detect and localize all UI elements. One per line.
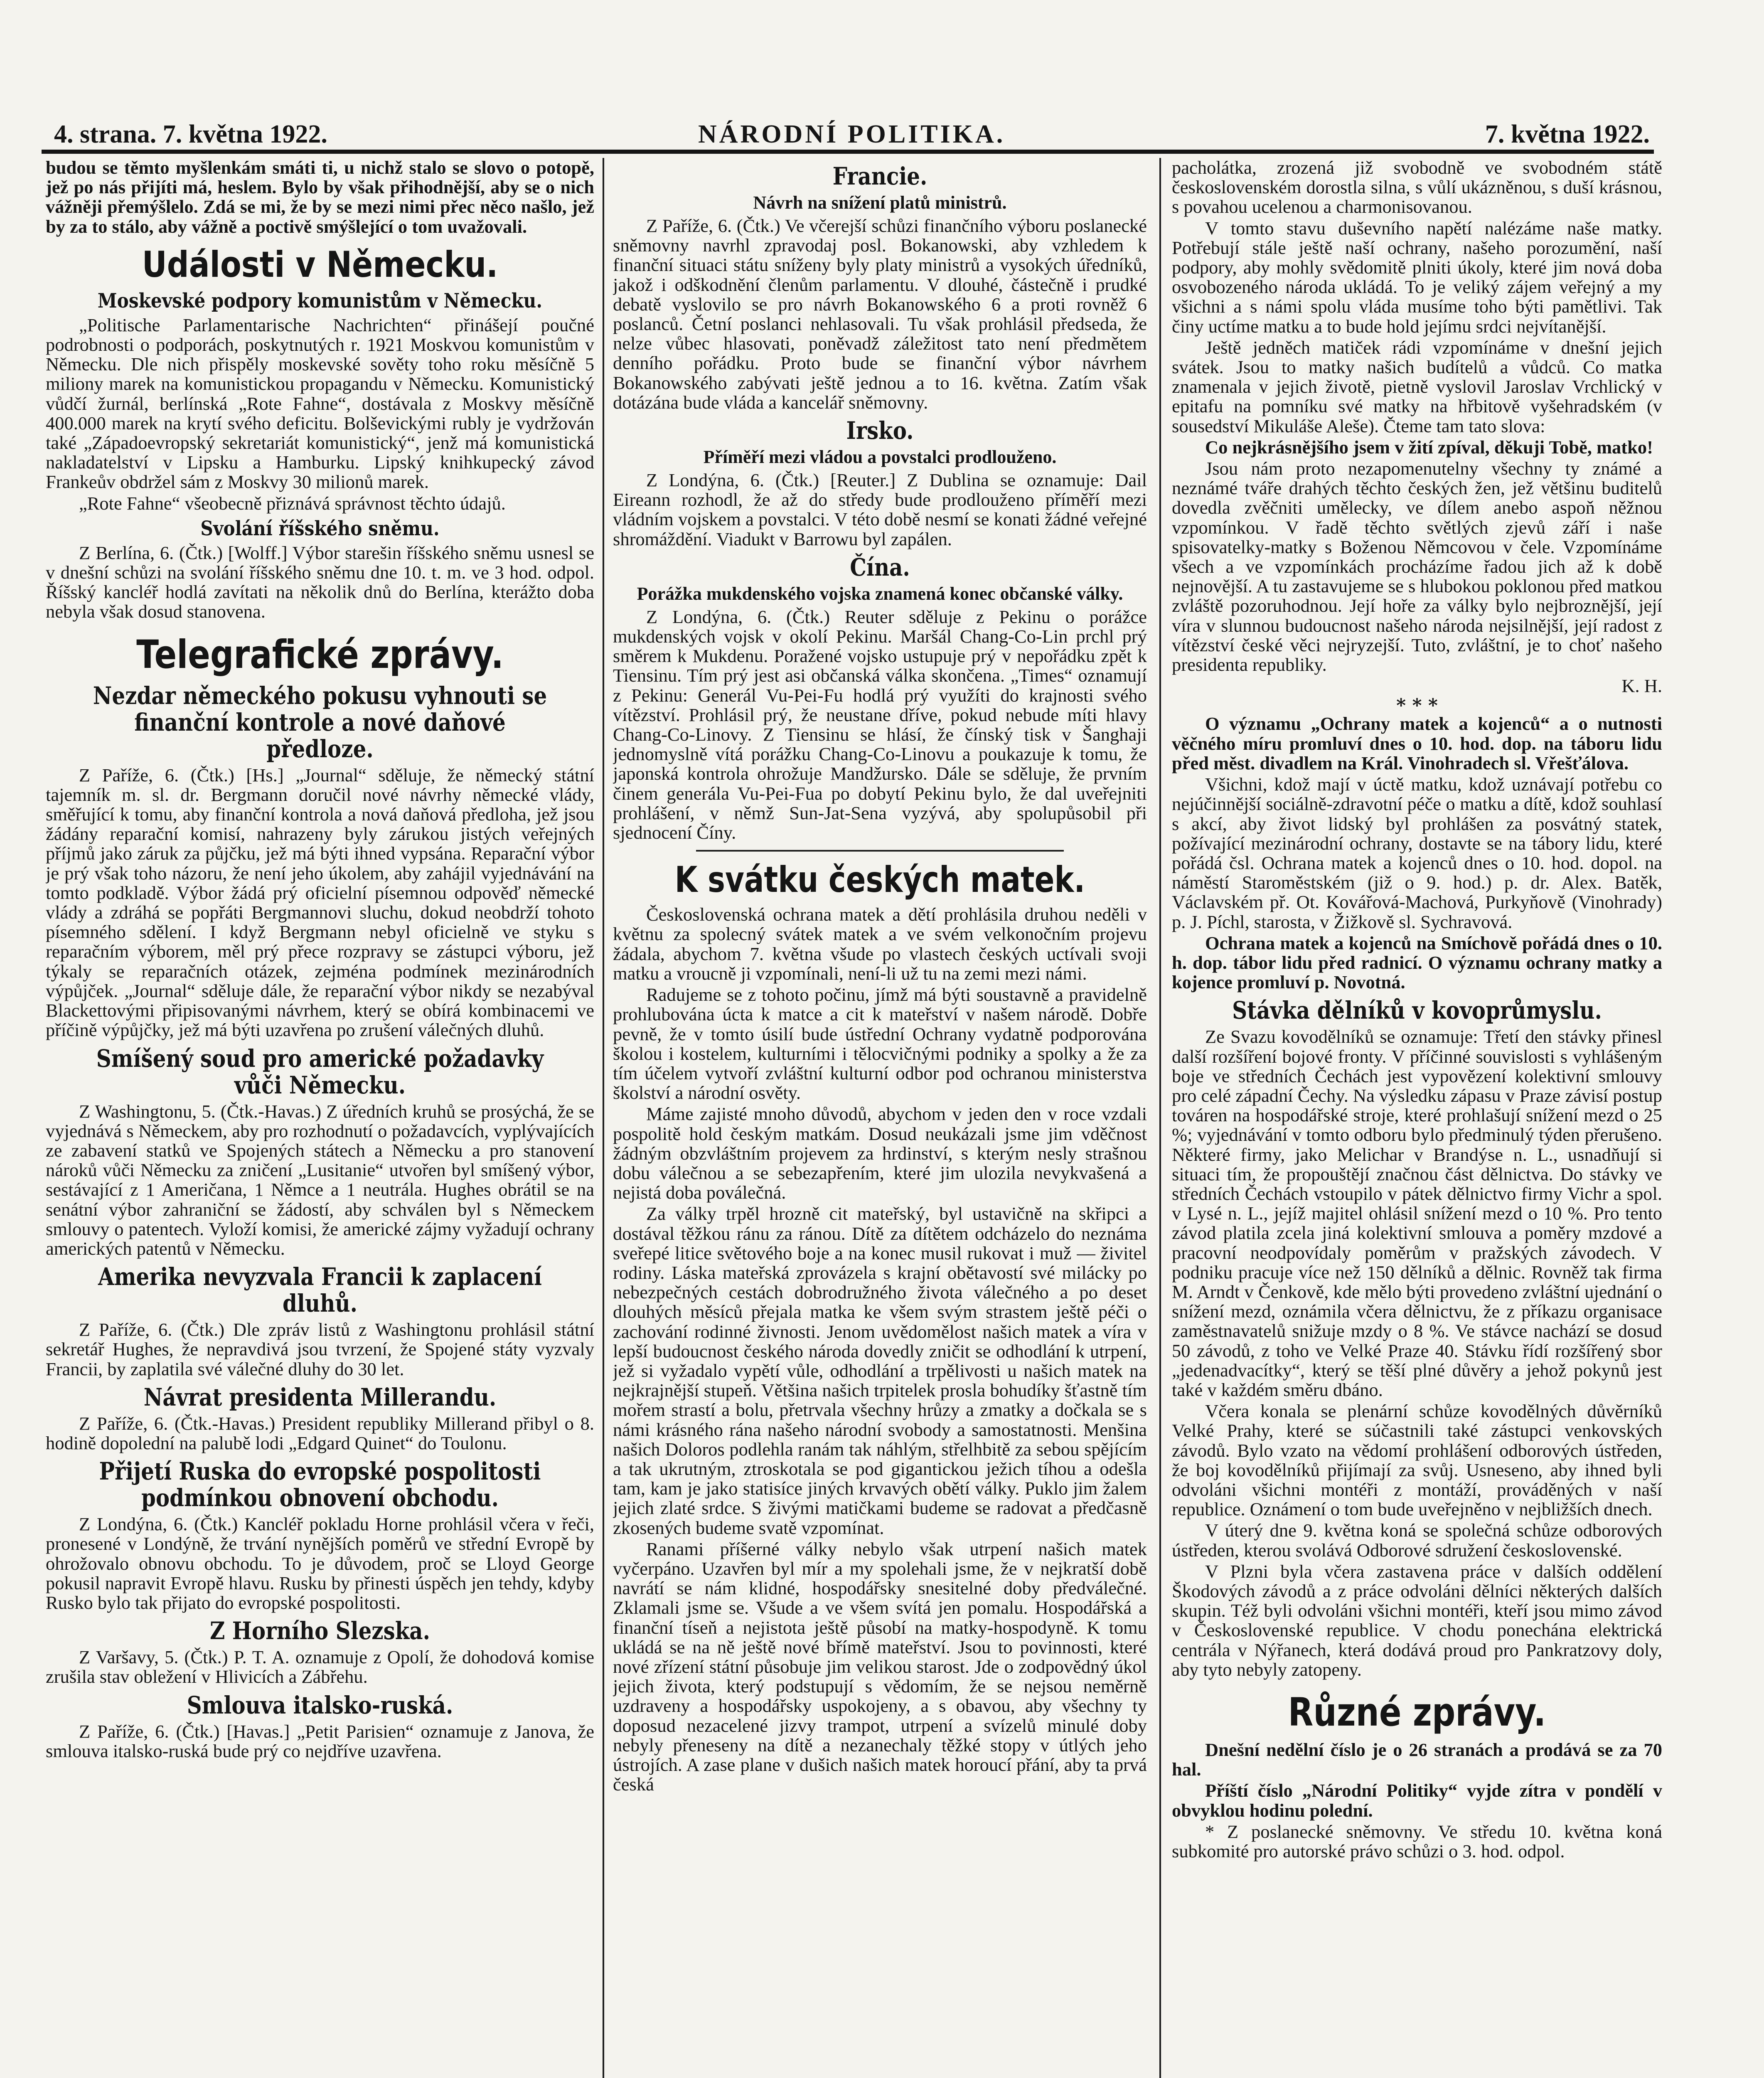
article-signature: K. H.	[1621, 675, 1662, 697]
article-paragraph: Z Londýna, 6. (Čtk.) Kancléř pokladu Horne prohlásil včera v řeči, pronesené v Londýně, že trvání nynějších poměrů ve střední Evropě by ohrožovalo obnovu obchodu. To je důvodem, proč se Lloyd George pokusil napravit Evropě hlavu. Rusku by přinesti úspěch jen tehdy, kdyby Rusko bylo tak přijato do evropské pospolitosti.	[46, 1514, 594, 1613]
notice-paragraph: * Z poslanecké sněmovny. Ve středu 10. května koná subkomité pro autorské právo schůzi o 3. hod. odpol.	[1172, 1821, 1662, 1862]
header-date-right: 7. května 1922.	[1485, 120, 1650, 148]
separator-rule	[696, 850, 1064, 852]
notice-paragraph: Dnešní nedělní číslo je o 26 stranách a prodává se za 70 hal.	[1172, 1739, 1662, 1780]
column-3	[1172, 158, 1662, 2078]
notice-paragraph: O významu „Ochrany matek a kojenců“ a o nutnosti věčného míru promluví dnes o 10. hod. dop. na táboru lidu před měst. divadlem na Král. Vinohradech sl. Vřešťálova.	[1172, 713, 1662, 773]
article-heading: Návrat presidenta Millerandu.	[143, 1383, 497, 1411]
section-heading-francie: Francie.	[832, 162, 928, 190]
separator-asterisks: * * *	[1396, 695, 1438, 716]
article-heading: Nezdar německého pokusu vyhnouti se finanční kontrole a nové daňové předloze.	[93, 681, 547, 763]
article-paragraph: Z Paříže, 6. (Čtk.) Dle zpráv listů z Washingtonu prohlásil státní sekretář Hughes, že nepravdivá jsou tvrzení, že Spojené státy vyzvaly Francii, by zaplatila své válečné dluhy do 30 let.	[46, 1319, 594, 1379]
article-heading: Amerika nevyzvala Francii k zaplacení dluhů.	[98, 1263, 542, 1318]
article-paragraph: V Plzni byla včera zastavena práce v dalších oddělení Škodových závodů a z práce odvoláni dělníci některých dalších skupin. Též byli odvoláni všichni montéři, kteří jsou mimo závod v Československé republice. V chodu ponechána elektrická centrála v Nýřanech, která dodává proud pro Pankratzovy doly, aby tyto nebyly zatopeny.	[1172, 1561, 1662, 1680]
article-paragraph: Československá ochrana matek a dětí prohlásila druhou neděli v květnu za spolecný svátek matek a ve svém velkonočním projevu žádala, abychom 7. května všude po vlastech českých uctívali svoji matku a vroucně ji vzpomínali, není-li už tu na zemi mezi námi.	[613, 904, 1147, 984]
article-paragraph: Z Paříže, 6. (Čtk.) Ve včerejší schůzi finančního výboru poslanecké sněmovny navrhl zpravodaj posl. Bokanowski, aby vzhledem k finanční situaci státu sníženy byly platy ministrů a vysokých úředníků, jakož i odškodnění členům parlamentu. V dlouhé, částečně i prudké debatě vyslovilo se pro návrh Bokanowského 6 a proti rovněž 6 poslanců. Četní poslanci nehlasovali. Tu však prohlásil předseda, že nelze vůbec hlasovati, poněvadž záležitost tato není předmětem denního pořádku. Proto bude se finanční výbor návrhem Bokanowského zabývati ještě jednou a to 16. května. Zatím však dotázána bude vláda a kancelář sněmovny.	[613, 215, 1147, 413]
article-subheading: Návrh na snížení platů ministrů.	[753, 192, 1007, 213]
section-heading-svatek: K svátku českých matek.	[674, 859, 1085, 901]
article-paragraph: Z Paříže, 6. (Čtk.-Havas.) President republiky Millerand přibyl o 8. hodině dopolední na palubě lodi „Edgard Quinet“ do Toulonu.	[46, 1413, 594, 1453]
section-heading-ruzne: Různé zprávy.	[1288, 1690, 1546, 1736]
article-subheading: Porážka mukdenského vojska znamená konec občanské války.	[637, 583, 1123, 604]
article-continuation: pacholátka, zrozená již svobodně ve svobodném státě československém dorostla silna, s vůlí ukázněnou, s duší krásnou, s povahou ucelenou a charmonisovanou.	[1172, 158, 1662, 217]
notice-paragraph: Ochrana matek a kojenců na Smíchově pořádá dnes o 10. h. dop. tábor lidu před radnicí. O významu ochrany matky a kojence promluví p. Novotná.	[1172, 932, 1662, 993]
article-continuation: budou se těmto myšlenkám smáti ti, u nichž stalo se slovo o potopě, jež po nás přijíti má, heslem. Bylo by však přihodnější, aby se o nich vážněji přemýšlelo. Zdá se mi, že by se mezi nimi přec něco našlo, jež by za to stálo, aby vážně a poctivě smýšlející o tom uvažovali.	[46, 158, 594, 237]
section-heading-irsko: Irsko.	[846, 416, 914, 445]
section-heading-cina: Čína.	[850, 553, 910, 581]
article-paragraph: Z Varšavy, 5. (Čtk.) P. T. A. oznamuje z Opolí, že dohodová komise zrušila stav obležení v Hlivicích a Zábřehu.	[46, 1647, 594, 1687]
section-heading-nemecko: Události v Německu.	[142, 244, 498, 286]
article-heading: Moskevské podpory komunistům v Německu.	[97, 289, 543, 313]
article-paragraph: Ranami příšerné války nebylo však utrpení našich matek vyčerpáno. Uzavřen byl mír a my spolehali jsme, že v nejkratší době navrátí se nám klidné, hospodářsky snesitelné doby předválečné. Zklamali jsme se. Všude a ve všem svítá jen pomalu. Hospodářská a finanční tíseň a nejistota ještě působí na matky-hospodyně. K tomu ukládá se na ně ještě nové břímě mateřství. Jsou to povinnosti, které nové zřízení státní působuje jim velikou starost. Jde o zodpovědný úkol jejich života, který podstupují s vědomím, že se nejsou neměrně uzdraveny a hospodářsky uspokojeny, a s obavou, aby všechny ty doposud nezacelené jizvy trampot, utrpení a svízelů minulé doby nebyly přeneseny na dítě a nezanechaly těžké stopy v útlých jeho ústrojích. A zase plane v dušich našich matek horoucí přání, aby ta prvá česká	[613, 1538, 1147, 1795]
article-heading: Smíšený soud pro americké požadavky vůči Německu.	[96, 1044, 544, 1099]
article-paragraph: Z Washingtonu, 5. (Čtk.-Havas.) Z úředních kruhů se prosýchá, že se vyjednává s Německem, aby pro rozhodnutí o požadavcích, vyplývajících ze zabavení statků ve Spojených státech a Německu a pro stanovení nároků vůči Německu za zničení „Lusitanie“ utvořen byl smíšený výbor, sestávající z 1 Američana, 1 Němce a 1 neutrála. Hughes obrátil se na senátní výbor zahraniční se žádostí, aby schválen byl s Německem smlouvy o patentech. Vyloží komisi, že americké zájmy vyžadují ochrany amerických patentů v Německu.	[46, 1101, 594, 1259]
article-paragraph: Ze Svazu kovodělníků se oznamuje: Třetí den stávky přinesl další rozšíření bojové fronty. V příčinné souvislosti s vyhlášeným boje ve středních Čechách jest vypovězení kolektivní smlouvy pro celé západní Čechy. Na výsledku zápasu v Praze závisí postup továren na hospodářské stroje, které prohlašují snížení mezd o 25 %; vyjednávání v tomto odboru bylo předminulý týden přerušeno. Některé firmy, jako Melichar v Brandýse n. L., usnadňují si situaci tím, že propouštějí značnou část dělnictva. Do stávky ve středních Čechách vstoupilo v pátek dělnictvo firmy Vichr a spol. v Lysé n. L., jejíž majitel ohlásil snížení mezd o 10 %. Pro tento závod platila zcela jiná kolektivní smlouva a poměry mzdové a pracovní neodpovídaly poměrům v pražských závodech. V podniku pracuje více než 150 dělníků a dělnic. Rovněž tak firma M. Arndt v Čenkově, kde mělo býti provedeno zvláštní ujednání o snížení mezd, oznámila včera dělnictvu, že z příkazu organisace zaměstnavatelů snižuje mzdy o 8 %. Ve stávce nachází se dosud 50 závodů, z toho ve Velké Praze 40. Stávku řídí rozšířený sbor „jedenadvacítky“, který se těší plné důvěry a jehož pokynů jest také v každém směru dbáno.	[1172, 1026, 1662, 1400]
article-heading: Svolání říšského sněmu.	[200, 517, 440, 540]
article-paragraph: Z Berlína, 6. (Čtk.) [Wolff.] Výbor starešin říšského sněmu usnesl se v dnešní schůzi na svolání říšského sněmu dne 10. t. m. ve 3 hod. odpol. Říšský kancléř hodlá zavítati na několik dnů do Berlína, kterážto doba nebyla však dosud stanovena.	[46, 542, 594, 622]
column-1	[46, 158, 594, 2078]
article-quote: Co nejkrásnějšího jsem v žití zpíval, děkuji Tobě, matko!	[1205, 436, 1653, 458]
column-2	[613, 158, 1147, 2078]
section-heading-telegraficke: Telegrafické zprávy.	[136, 632, 504, 677]
article-paragraph: Včera konala se plenární schůze kovodělných důvěrníků Velké Prahy, které se súčastnili také zástupci venkovských závodů. Bylo vzato na vědomí prohlášení odborových ústředen, že boj kovodělníků přijímají za svůj. Usneseno, aby ihned byli odvoláni všichni montéři z montáží, prováděných v naší republice. Oznámení o tom bude uveřejněno v nejbližších dnech.	[1172, 1401, 1662, 1520]
page-header	[42, 116, 1654, 154]
article-paragraph: Z Paříže, 6. (Čtk.) [Havas.] „Petit Parisien“ oznamuje z Janova, že smlouva italsko-ruská bude prý co nejdříve uzavřena.	[46, 1721, 594, 1761]
article-paragraph: Z Londýna, 6. (Čtk.) [Reuter.] Z Dublina se oznamuje: Dail Eireann rozhodl, že až do středy bude prodlouženo příměří mezi vládním vojskem a povstalci. V této době nesmí se konati žádné veřejné shromáždění. Viadukt v Barrowu byl zapálen.	[613, 470, 1147, 549]
article-paragraph: „Rote Fahne“ všeobecně přiznává správnost těchto údajů.	[79, 492, 506, 514]
article-subheading: Příměří mezi vládou a povstalci prodlouženo.	[703, 447, 1057, 468]
header-page-date: 4. strana. 7. května 1922.	[54, 120, 327, 148]
article-paragraph: Ještě jedněch matiček rádi vzpomínáme v dnešní jejich svátek. Jsou to matky našich budítelů a vůdců. Co matka znamenala v jejich životě, pietně vyslovil Jaroslav Vrchlický v epitafu na pomníku své matky na hřbitově vyšehradském (v sousedství Mikuláše Aleše). Čteme tam tato slova:	[1172, 337, 1662, 436]
article-paragraph: Radujeme se z tohoto počinu, jímž má býti soustavně a pravidelně prohlubována úcta k matce a cit k mateřství v našem národě. Dobře pevně, že v tomto úsilí bude ústřední Ochrany vydatně podporována školou i kostelem, kulturními i tělocvičnými podniky a spolky a že za tím účelem vytvoří zvláštní kulturní odbor pod ochranou ministerstva školství a národní osvěty.	[613, 984, 1147, 1103]
article-heading: Smlouva italsko-ruská.	[187, 1691, 453, 1719]
article-paragraph: Za války trpěl hrozně cit mateřský, byl ustavičně na skřipci a dostával těžkou ránu za ránou. Dítě za dítětem odcházelo do neznáma sveřepé litice světového boje a na konec musil rukovat i muž — živitel rodiny. Láska mateřská zprovázela s krajní obětavostí své milácky po nebezpečných cestách dobrodružného života válečného a po deset dlouhých měsíců přejala matka ke všem svým strastem ještě péči o zachování rodinné živnosti. Jenom uvědomělost našich matek a víra v lepší budoucnost českého národa dovedly zničit se odhodlání k utrpení, jež si vyžadalo vypětí vůle, odhodlání a trpělivosti u našich matek na nejkrajnější stupeň. Většina našich trpitelek prosla bohudíky šťastně tím mořem strastí a bolu, přetrvala všechny hrůzy a zmatky a dočkala se s námi krásného rána našeho národní svobody a samostatnosti. Menšina našich Doloros podlehla ranám tak náhlým, střelhbitě za sebou spějícím a tak ukrutným, ztroskotala se pod gigantickou ježich tíhou a odešla tam, kam je jako statisíce jiných krvavých obětí války. Puklo jim žalem jejich zlaté srdce. S živými matičkami budeme se radovat a předčasně zkosených budeme svatě vzpomínat.	[613, 1203, 1147, 1538]
article-paragraph: V tomto stavu duševního napětí nalézáme naše matky. Potřebují stále ještě naší ochrany, našeho porozumění, naší podpory, aby mohly svědomitě plniti úkoly, které jim nová doba osvobozeného národa ukládá. To je veliký zájem veřejný a my všichni a s námi spolu vláda musíme toho býti pamětlivi. Tak činy uctíme matku a to bude hold jejímu srdci nejvítanější.	[1172, 217, 1662, 337]
notice-paragraph: Příští číslo „Národní Politiky“ vyjde zítra v pondělí v obvyklou hodinu polední.	[1172, 1780, 1662, 1821]
article-paragraph: „Politische Parlamentarische Nachrichten“ přinášejí poučné podrobnosti o podporách, poskytnutých r. 1921 Moskvou komunistům v Německu. Dle nich přispěly moskevské sověty toho roku měsíčně 5 miliony marek na komunistickou propagandu v Německu. Komunistický vůdčí žurnál, berlínská „Rote Fahne“, dostávala z Moskvy měsíčně 400.000 marek na krytí svého deficitu. Bolševickými rubly je vydržován také „Západoevropský sekretariát komunistický“, jenž má komunistická nakladatelství v Lipsku a Hamburku. Lipský knihkupecký závod Frankeův obdržel sám z Moskvy 30 milionů marek.	[46, 314, 594, 492]
section-heading-stavka: Stávka dělníků v kovoprůmyslu.	[1232, 996, 1602, 1025]
article-heading: Přijetí Ruska do evropské pospolitosti podmínkou obnovení obchodu.	[99, 1457, 541, 1512]
column-rule	[1159, 158, 1161, 2078]
article-paragraph: Máme zajisté mnoho důvodů, abychom v jeden den v roce vzdali pospolitě hold českým matkám. Dosud neukázali jsme jim vděčnost žádným obzvláštním projevem za hrdinství, s kterým nesly strašnou dobu válečnou a se sebezapřením, které jim ulozila nevykvašená a nejistá doba poválečná.	[613, 1103, 1147, 1203]
header-masthead: NÁRODNÍ POLITIKA.	[698, 120, 1006, 148]
notice-paragraph: Všichni, kdož mají v úctě matku, kdož uznávají potřebu co nejúčinnější sociálně-zdravotní péče o matku a dítě, kdož souhlasí s akcí, aby život lidský byl prohlášen za posvátný statek, požívající mezinárodní ochrany, dostavte se na tábory lidu, které pořádá čsl. Ochrana matek a kojenců dnes o 10. hod. dopol. na náměstí Staroměstském (již o 9. hod.) p. dr. Alex. Batěk, Václavském př. Ot. Kovářová-Machová, Purkyňově (Vinohrady) p. J. Píchl, starosta, v Žižkově sl. Sychravová.	[1172, 774, 1662, 932]
article-heading: Z Horního Slezska.	[210, 1617, 430, 1645]
article-paragraph: Z Londýna, 6. (Čtk.) Reuter sděluje z Pekinu o porážce mukdenských vojsk v okolí Pekinu. Maršál Chang-Co-Lin prchl prý směrem k Mukdenu. Poražené vojsko ustupuje prý v nepořádku zpět k Tiensinu. Tím prý jest asi občanská válka skončena. „Times“ oznamují z Pekinu: Generál Vu-Pei-Fu hodlá prý využíti do krajnosti svého vítězství. Prohlásil prý, že neustane dříve, pokud nebude míti hlavy Chang-Co-Linovy. Z Tiensinu se hlásí, že čínský tisk v Šanghaji jednomyslně vítá porážku Chang-Co-Linovu a poukazuje k tomu, že japonská kontrola ohrožuje Mandžursko. Dále se sděluje, že prvním činem generála Vu-Pei-Fua po dobytí Pekinu bylo, že dal uveřejniti prohlášení, v němž Sun-Jat-Sena vyzývá, aby spolupůsobil při sjednocení Číny.	[613, 606, 1147, 843]
column-rule	[603, 158, 604, 2078]
article-paragraph: Jsou nám proto nezapomenutelny všechny ty známé a neznámé tváře drahých těchto českých žen, jež většinu buditelů dovedla zvěčniti umělecky, ve dílem anebo aspoň něžnou vzpomínkou. V řadě těchto světlých zjevů září i naše spisovatelky-matky s Boženou Němcovou v čele. Vzpomínáme všech a ve vzpomínkách procházíme řadou jich až k době nejnovější. A tu zastavujeme se s hlubokou poklonou před matkou zvláště pozoruhodnou. Její hoře za války bylo nejbroznější, její víra v slunnou budoucnost našeho národa nejsilnější, její radost z vítězství české věci nejryzejší. Tuto, zvláštní, je to choť našeho presidenta republiky.	[1172, 458, 1662, 675]
article-paragraph: V úterý dne 9. května koná se společná schůze odborových ústředen, kterou svolává Odborové sdružení československé.	[1172, 1520, 1662, 1561]
article-paragraph: Z Paříže, 6. (Čtk.) [Hs.] „Journal“ sděluje, že německý státní tajemník m. sl. dr. Bergmann doručil nové návrhy německé vlády, směřující k tomu, aby finanční kontrola a nová daňová předloha, jež jsou žádány reparační komisí, nahrazeny byly zárukou jistých veřejných příjmů jako záruk za půjčku, jež má býti ihned vypsána. Reparační výbor je prý však toho názoru, že není jeho úkolem, aby zahájil vyjednávání na tomto podkladě. Výbor žádá prý oficielní písemnou odpověď německé vlády a zdráhá se popřáti Bergmannovi sluchu, dokud neobdrží tohoto písemného sdělení. I když Bergmann nebyl oficielně ve styku s reparačním výborem, měl prý přece rozpravy se zástupci výboru, jež týkaly se reparačních otázek, zejména podmínek mezinárodních výpůjček. „Journal“ sděluje dále, že reparační výbor nikdy se nezabýval Blackettovými připisovanými návrhem, který se obírá kombinacemi ve příčině výpůjčky, jež má býti uzavřena po zrušení válečných dluhů.	[46, 764, 594, 1041]
